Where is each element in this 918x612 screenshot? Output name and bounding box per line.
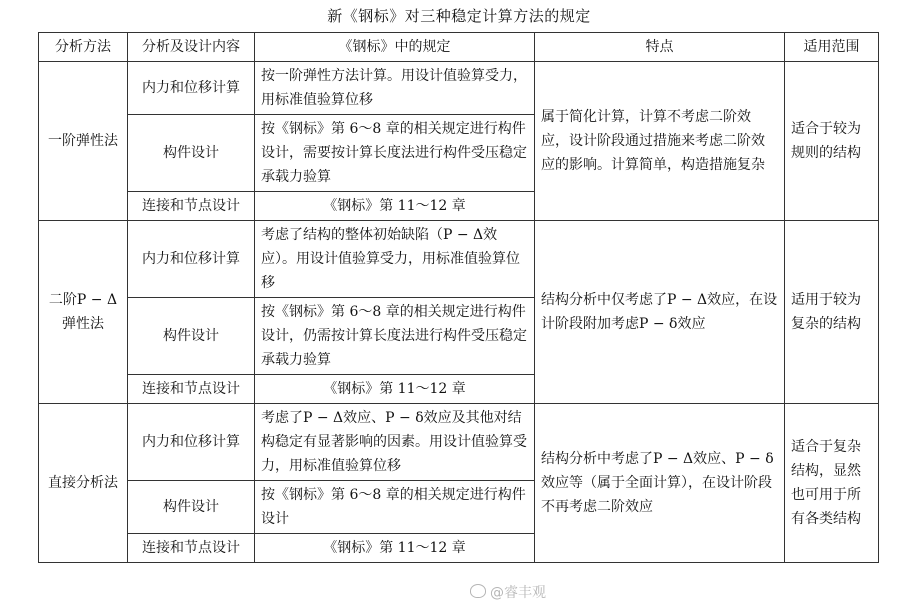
- rule-cell: 按一阶弹性方法计算。用设计值验算受力，用标准值验算位移: [255, 62, 535, 115]
- content-cell: 构件设计: [128, 298, 255, 375]
- rule-cell: 按《钢标》第 6～8 章的相关规定进行构件设计，仍需按计算长度法进行构件受压稳定承载力验算: [255, 298, 535, 375]
- rule-cell: 按《钢标》第 6～8 章的相关规定进行构件设计，需要按计算长度法进行构件受压稳定承载力验算: [255, 115, 535, 192]
- feature-cell: 属于简化计算，计算不考虑二阶效应，设计阶段通过措施来考虑二阶效应的影响。计算简单，构造措施复杂: [535, 62, 785, 221]
- feature-cell: 结构分析中仅考虑了P − Δ效应，在设计阶段附加考虑P − δ效应: [535, 221, 785, 404]
- rule-cell: 考虑了结构的整体初始缺陷（P − Δ效应）。用设计值验算受力，用标准值验算位移: [255, 221, 535, 298]
- content-cell: 构件设计: [128, 481, 255, 534]
- watermark: [470, 582, 546, 602]
- content-cell: 内力和位移计算: [128, 62, 255, 115]
- rule-cell: 《钢标》第 11～12 章: [255, 534, 535, 563]
- content-cell: 内力和位移计算: [128, 404, 255, 481]
- content-cell: 连接和节点设计: [128, 534, 255, 563]
- table-row: [39, 221, 879, 298]
- weibo-icon: [470, 584, 486, 598]
- content-cell: 构件设计: [128, 115, 255, 192]
- content-cell: 连接和节点设计: [128, 192, 255, 221]
- table-row: [39, 62, 879, 115]
- rule-cell: 按《钢标》第 6～8 章的相关规定进行构件设计: [255, 481, 535, 534]
- header-scope: 适用范围: [785, 33, 879, 62]
- rule-cell: 《钢标》第 11～12 章: [255, 192, 535, 221]
- stability-methods-table: [38, 32, 879, 563]
- content-cell: 内力和位移计算: [128, 221, 255, 298]
- rule-cell: 《钢标》第 11～12 章: [255, 375, 535, 404]
- method-cell-second-order: 二阶P − Δ弹性法: [39, 221, 128, 404]
- method-cell-direct: 直接分析法: [39, 404, 128, 563]
- header-feature: 特点: [535, 33, 785, 62]
- scope-cell: 适合于较为规则的结构: [785, 62, 879, 221]
- content-cell: 连接和节点设计: [128, 375, 255, 404]
- scope-cell: 适用于较为复杂的结构: [785, 221, 879, 404]
- table-title: 新《钢标》对三种稳定计算方法的规定: [327, 7, 591, 25]
- header-content: 分析及设计内容: [128, 33, 255, 62]
- scope-cell: 适合于复杂结构，显然也可用于所有各类结构: [785, 404, 879, 563]
- header-rule: 《钢标》中的规定: [255, 33, 535, 62]
- rule-cell: 考虑了P − Δ效应、P − δ效应及其他对结构稳定有显著影响的因素。用设计值验算受力，用标准值验算位移: [255, 404, 535, 481]
- watermark-text: @睿丰观: [490, 585, 546, 601]
- header-method: 分析方法: [39, 33, 128, 62]
- header-row: [39, 33, 879, 62]
- method-cell-first-order: 一阶弹性法: [39, 62, 128, 221]
- table-row: [39, 404, 879, 481]
- feature-cell: 结构分析中考虑了P − Δ效应、P − δ效应等（属于全面计算），在设计阶段不再考虑二阶效应: [535, 404, 785, 563]
